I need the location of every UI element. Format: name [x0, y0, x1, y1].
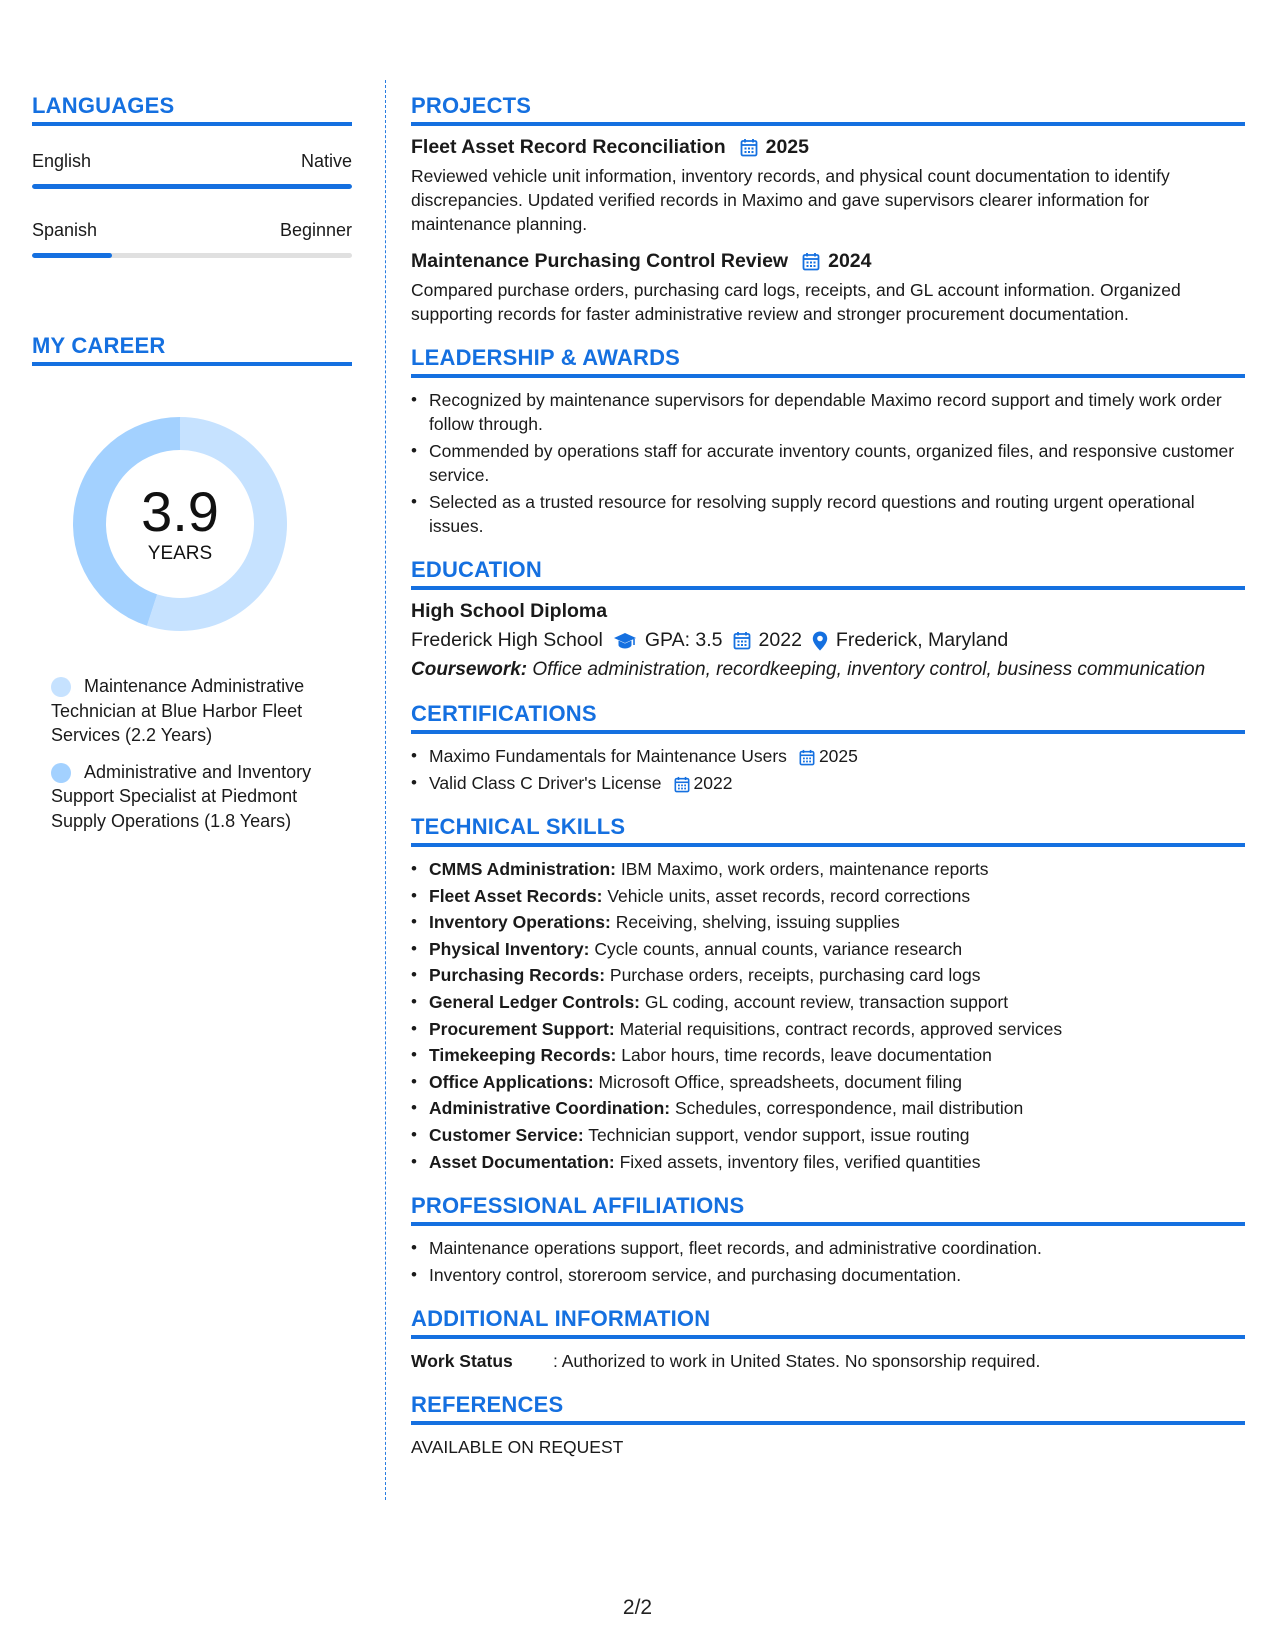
map-pin-icon [812, 626, 828, 654]
skill-label: Asset Documentation: [429, 1151, 615, 1172]
certification-name: • Maximo Fundamentals for Maintenance Users [429, 746, 787, 766]
career-legend-item [51, 760, 331, 834]
skill-value: Material requisitions, contract records, approved services [619, 1018, 1063, 1039]
skill-item [411, 937, 1245, 961]
skills-title: TECHNICAL SKILLS [411, 814, 626, 839]
career-legend [51, 674, 331, 833]
additional-title: ADDITIONAL INFORMATION [411, 1305, 711, 1331]
leadership-section [411, 344, 1245, 538]
skill-value: Receiving, shelving, issuing supplies [615, 912, 900, 933]
certifications-rule [411, 730, 1245, 734]
project-item [411, 134, 1245, 236]
legend-dot [51, 763, 71, 783]
certification-year: 2025 [818, 746, 858, 766]
list-item: • Commended by operations staff for accurate inventory counts, organized files, and responsive customer service. [411, 439, 1245, 487]
skill-value: Technician support, vendor support, issue routing [588, 1124, 970, 1145]
skill-item [411, 857, 1245, 881]
career-legend-item [51, 674, 331, 748]
skill-value: Cycle counts, annual counts, variance research [594, 938, 963, 959]
skill-item [411, 884, 1245, 908]
language-bar-fill [32, 184, 352, 189]
skill-value: Fixed assets, inventory files, verified quantities [619, 1151, 981, 1172]
language-item [32, 150, 352, 189]
calendar-icon [740, 134, 758, 160]
languages-section [32, 92, 352, 258]
references-text: AVAILABLE ON REQUEST [411, 1436, 624, 1457]
language-bar-fill [32, 253, 112, 258]
project-name: Fleet Asset Record Reconciliation [411, 136, 726, 158]
project-item [411, 248, 1245, 326]
projects-section [411, 92, 1245, 326]
affiliations-rule [411, 1222, 1245, 1226]
leadership-title: LEADERSHIP & AWARDS [411, 345, 681, 370]
calendar-icon [799, 744, 815, 768]
list-item: • Selected as a trusted resource for resolving supply record questions and routing urgent operational issues. [411, 490, 1245, 538]
coursework-label: Coursework: [411, 659, 528, 680]
certification-item [411, 771, 1245, 795]
left-column [32, 92, 352, 833]
skill-label: General Ledger Controls: [429, 991, 641, 1012]
list-item: • Inventory control, storeroom service, and purchasing documentation. [411, 1263, 1245, 1287]
language-bar [32, 253, 352, 258]
skill-label: Procurement Support: [429, 1018, 615, 1039]
skill-label: Administrative Coordination: [429, 1098, 671, 1119]
skill-value: Vehicle units, asset records, record corrections [607, 885, 971, 906]
skill-label: Timekeeping Records: [429, 1045, 617, 1066]
skill-value: Microsoft Office, spreadsheets, document filing [598, 1071, 962, 1092]
career-donut-chart [66, 410, 294, 638]
language-item [32, 219, 352, 258]
skill-item [411, 1043, 1245, 1067]
legend-dot [51, 677, 71, 697]
graduation-cap-icon [613, 626, 637, 654]
skill-value: Purchase orders, receipts, purchasing card logs [609, 965, 981, 986]
career-title: MY CAREER [32, 333, 166, 358]
skill-item [411, 1150, 1245, 1174]
skill-item [411, 990, 1245, 1014]
skill-label: CMMS Administration: [429, 859, 616, 879]
additional-row [411, 1349, 1245, 1373]
skill-item [411, 963, 1245, 987]
language-level: Beginner [279, 220, 352, 240]
list-item: • Recognized by maintenance supervisors for dependable Maximo record support and timely work order follow through. [411, 388, 1245, 436]
certification-year: 2022 [693, 773, 733, 793]
education-coursework [411, 658, 1245, 682]
calendar-icon [802, 248, 820, 274]
language-name: English [32, 151, 92, 171]
project-year: 2024 [828, 250, 872, 272]
calendar-icon [733, 626, 751, 654]
skill-label: Office Applications: [429, 1071, 594, 1092]
references-section [411, 1391, 1245, 1459]
affiliations-title: PROFESSIONAL AFFILIATIONS [411, 1192, 745, 1218]
career-total-years: 3.9 [141, 480, 219, 543]
education-location: Frederick, Maryland [835, 629, 1009, 651]
skill-label: Purchasing Records: [429, 965, 606, 986]
certification-item [411, 744, 1245, 768]
career-years-label: YEARS [147, 543, 213, 564]
education-title: EDUCATION [411, 557, 542, 582]
education-degree: High School Diploma [411, 600, 608, 622]
skills-section [411, 813, 1245, 1174]
additional-value: : Authorized to work in United States. No sponsorship required. [553, 1350, 1041, 1371]
skill-value: IBM Maximo, work orders, maintenance reports [620, 859, 989, 879]
skill-item [411, 910, 1245, 934]
calendar-icon [674, 771, 690, 795]
list-item: • Maintenance operations support, fleet records, and administrative coordination. [411, 1236, 1245, 1260]
skill-item [411, 1017, 1245, 1041]
language-bar [32, 184, 352, 189]
education-details [411, 626, 1245, 654]
skill-value: Schedules, correspondence, mail distribution [675, 1098, 1024, 1119]
leadership-rule [411, 374, 1245, 378]
additional-section [411, 1305, 1245, 1373]
certifications-title: CERTIFICATIONS [411, 701, 597, 726]
references-title: REFERENCES [411, 1391, 564, 1417]
languages-rule [32, 122, 352, 126]
education-gpa: GPA: 3.5 [644, 629, 723, 651]
skill-label: Customer Service: [429, 1124, 584, 1145]
column-divider [385, 80, 386, 1500]
additional-key: Work Status [411, 1350, 513, 1371]
language-level: Native [300, 151, 352, 171]
skill-item [411, 1096, 1245, 1120]
skill-value: Labor hours, time records, leave documentation [621, 1045, 992, 1066]
project-description: Compared purchase orders, purchasing card logs, receipts, and GL account information. Organized supporting records for faster administrative review and stronger procurement documentation. [411, 280, 1181, 324]
skill-label: Inventory Operations: [429, 912, 611, 933]
languages-title: LANGUAGES [32, 93, 175, 118]
career-rule [32, 362, 352, 366]
projects-rule [411, 122, 1245, 126]
skill-item [411, 1123, 1245, 1147]
education-rule [411, 586, 1245, 590]
additional-rule [411, 1335, 1245, 1339]
education-year: 2022 [758, 629, 802, 651]
project-year: 2025 [765, 136, 809, 158]
certifications-section [411, 700, 1245, 795]
skills-list [411, 857, 1245, 1174]
skill-item [411, 1070, 1245, 1094]
education-school: Frederick High School [411, 629, 603, 651]
page-number: 2/2 [622, 1596, 653, 1619]
career-role-label: Maintenance Administrative Technician at Blue Harbor Fleet Services (2.2 Years) [51, 676, 305, 745]
affiliations-section [411, 1192, 1245, 1287]
projects-title: PROJECTS [411, 93, 532, 118]
skill-label: Fleet Asset Records: [429, 885, 603, 906]
certification-name: • Valid Class C Driver's License [429, 773, 662, 793]
language-name: Spanish [32, 220, 98, 240]
right-column [411, 92, 1245, 1459]
career-role-label: Administrative and Inventory Support Specialist at Piedmont Supply Operations (1.8 Years) [51, 761, 312, 831]
education-section [411, 556, 1245, 682]
career-section [32, 332, 352, 833]
skill-value: GL coding, account review, transaction support [644, 991, 1009, 1012]
project-description: Reviewed vehicle unit information, inventory records, and physical count documentation to identify discrepancies. Updated verified records in Maximo and gave supervisors clearer information for maintenance planning. [411, 166, 1170, 234]
skills-rule [411, 843, 1245, 847]
coursework-text: Office administration, recordkeeping, inventory control, business communication [532, 659, 1206, 680]
references-rule [411, 1421, 1245, 1425]
project-name: Maintenance Purchasing Control Review [411, 250, 789, 272]
skill-label: Physical Inventory: [429, 938, 590, 959]
